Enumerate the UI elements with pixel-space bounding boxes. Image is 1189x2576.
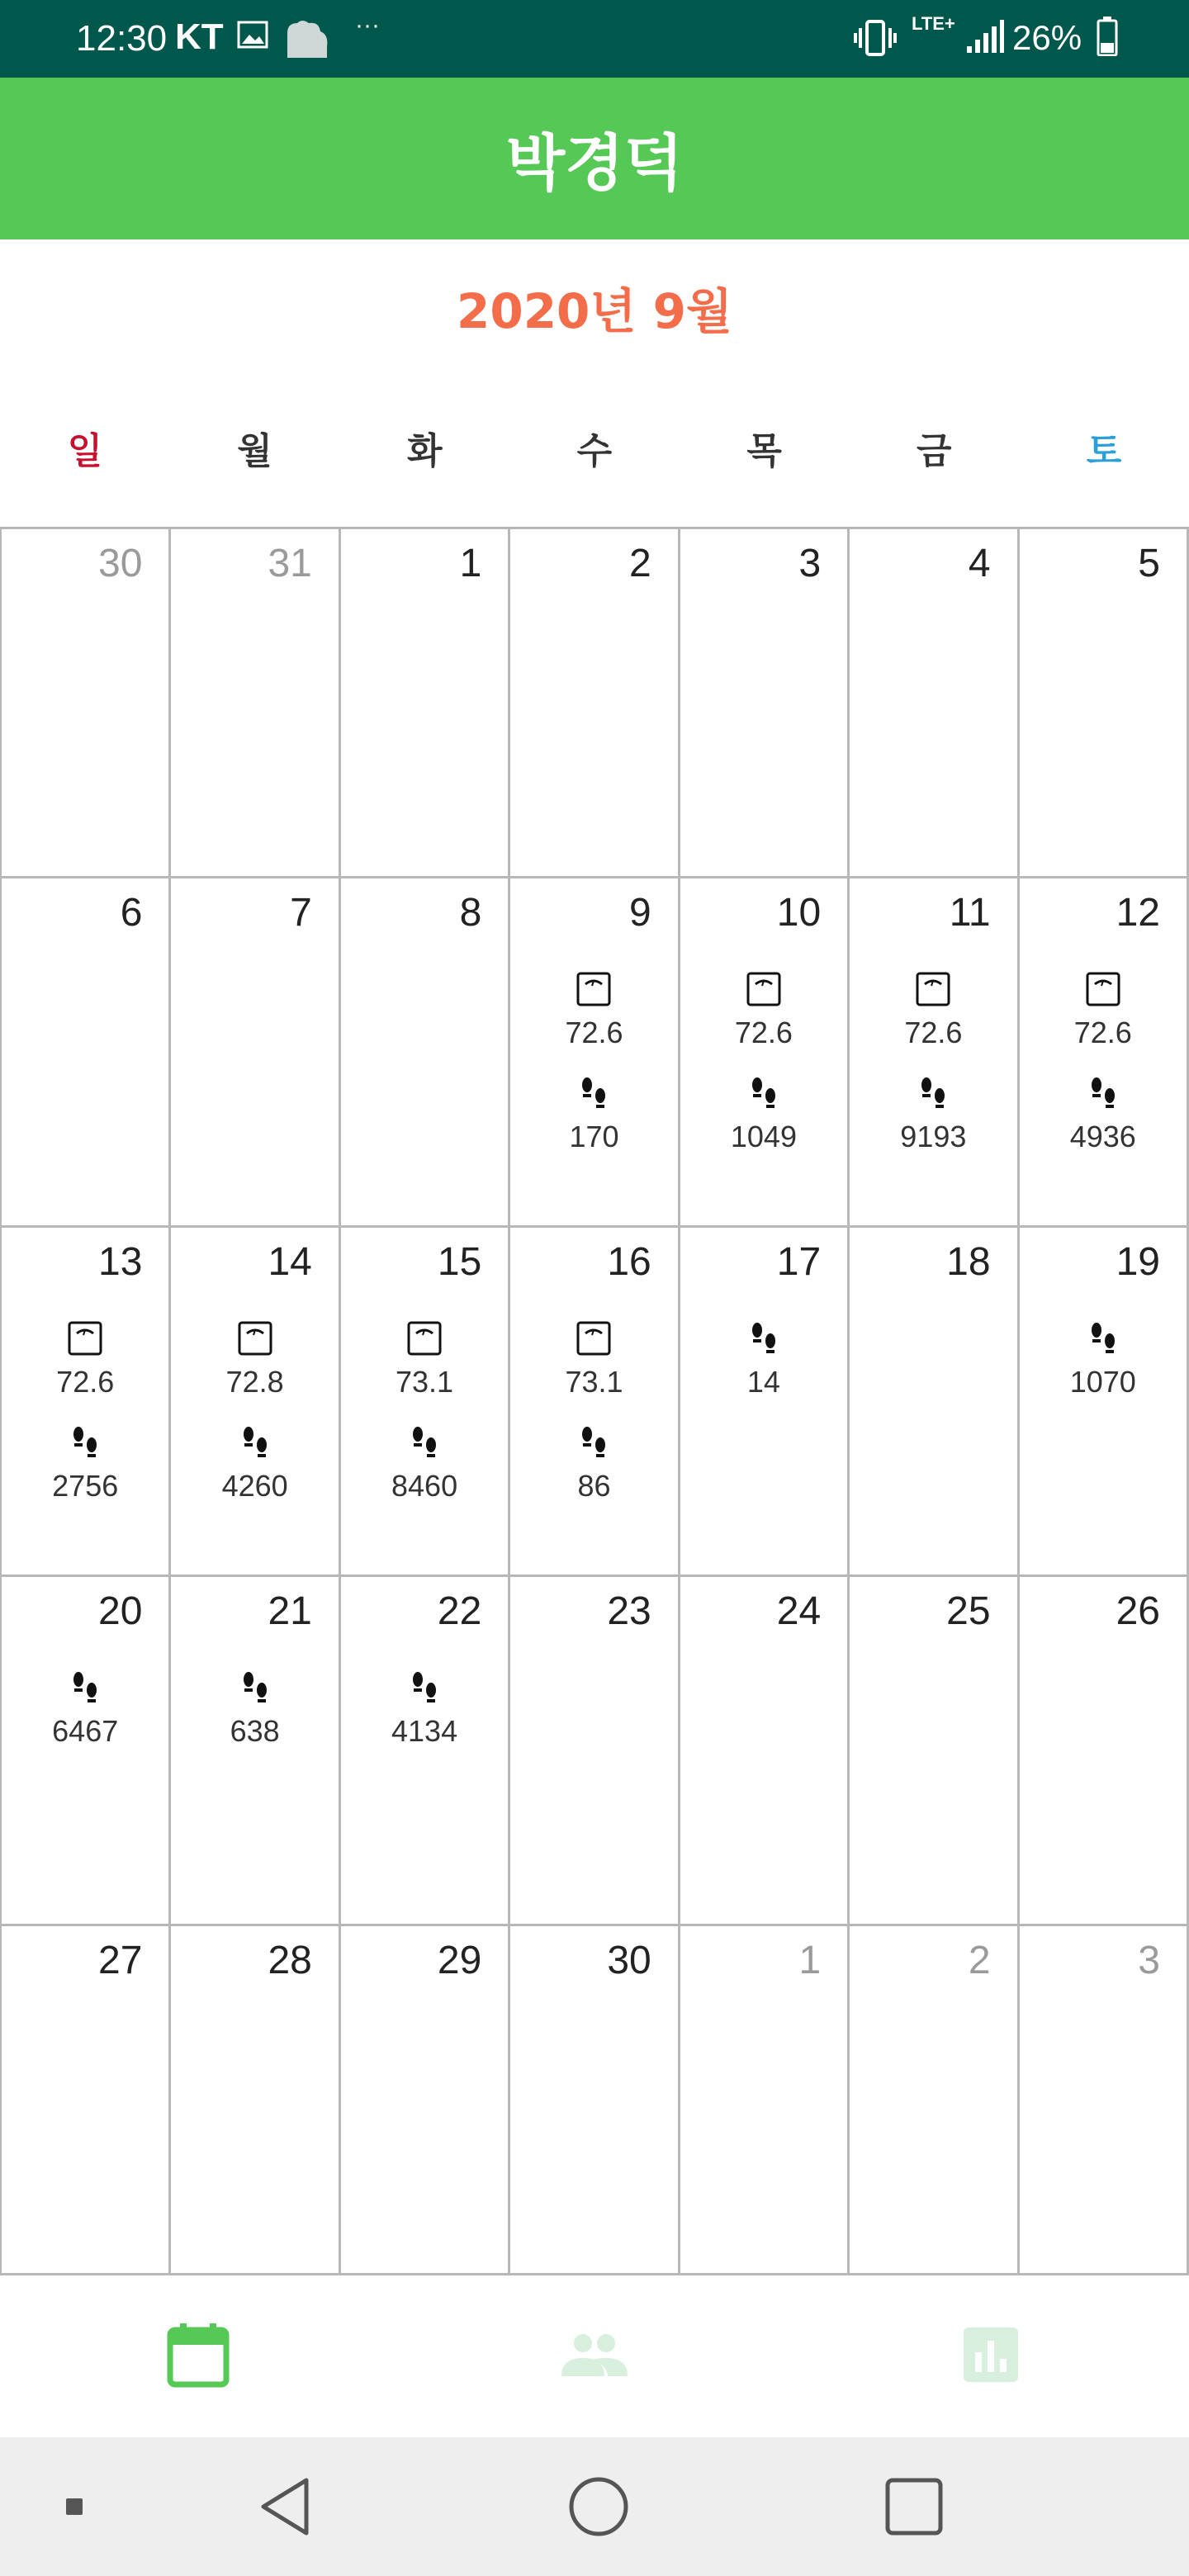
calendar-day-cell[interactable] bbox=[510, 1577, 680, 1926]
weight-entry bbox=[904, 971, 962, 1050]
system-nav-bar bbox=[0, 2437, 1189, 2576]
footsteps-icon bbox=[579, 1075, 609, 1115]
calendar-day-cell[interactable] bbox=[341, 878, 510, 1228]
status-bar bbox=[0, 0, 1189, 78]
month-label: 2020년 9월 bbox=[456, 283, 733, 339]
day-number: 28 bbox=[268, 1939, 312, 1982]
weight-value: 72.6 bbox=[1073, 1016, 1132, 1049]
chart-icon bbox=[964, 2327, 1018, 2385]
day-entries bbox=[510, 971, 677, 1179]
calendar-day-cell[interactable] bbox=[341, 1577, 510, 1926]
calendar-day-cell[interactable] bbox=[850, 1926, 1019, 2275]
day-entries bbox=[1020, 971, 1187, 1179]
weight-value: 73.1 bbox=[565, 1365, 623, 1399]
day-number: 30 bbox=[607, 1939, 651, 1982]
image-icon bbox=[236, 18, 269, 55]
scale-icon bbox=[1085, 971, 1121, 1011]
weight-entry bbox=[1074, 971, 1132, 1050]
day-number: 14 bbox=[268, 1240, 312, 1284]
calendar-day-cell[interactable] bbox=[341, 1926, 510, 2275]
footsteps-icon bbox=[1088, 1075, 1118, 1115]
footsteps-icon bbox=[749, 1075, 779, 1115]
day-entries bbox=[1020, 1320, 1187, 1424]
back-button[interactable] bbox=[239, 2437, 330, 2576]
day-number: 1 bbox=[459, 542, 482, 585]
day-number: 27 bbox=[98, 1939, 143, 1982]
calendar-day-cell[interactable] bbox=[510, 878, 680, 1228]
steps-value: 86 bbox=[577, 1469, 611, 1503]
calendar-day-cell[interactable] bbox=[2, 1577, 171, 1926]
day-number: 26 bbox=[1116, 1589, 1160, 1633]
footsteps-icon bbox=[1088, 1320, 1118, 1360]
weight-entry bbox=[735, 971, 793, 1050]
steps-value: 6467 bbox=[52, 1714, 119, 1748]
footsteps-icon bbox=[410, 1669, 439, 1709]
people-icon bbox=[560, 2332, 629, 2381]
day-number: 12 bbox=[1116, 891, 1160, 935]
weight-value: 72.6 bbox=[56, 1365, 115, 1399]
day-number: 4 bbox=[968, 542, 991, 585]
day-entries bbox=[850, 971, 1016, 1179]
scale-icon bbox=[576, 971, 612, 1011]
scale-icon bbox=[237, 1320, 273, 1360]
steps-entry bbox=[569, 1075, 618, 1154]
calendar-day-cell[interactable] bbox=[1020, 1577, 1189, 1926]
day-number: 8 bbox=[459, 891, 482, 935]
calendar-day-cell[interactable] bbox=[850, 1577, 1019, 1926]
weight-value: 72.6 bbox=[904, 1016, 963, 1049]
tab-calendar[interactable] bbox=[0, 2275, 396, 2437]
steps-entry bbox=[222, 1424, 288, 1503]
signal-icon bbox=[966, 18, 1004, 60]
weight-value: 73.1 bbox=[396, 1365, 454, 1399]
calendar-day-cell[interactable] bbox=[1020, 878, 1189, 1228]
day-number: 25 bbox=[946, 1589, 991, 1633]
weekday-sat: 토 bbox=[1086, 430, 1122, 472]
day-number: 3 bbox=[798, 542, 822, 585]
calendar-day-cell[interactable] bbox=[1020, 1228, 1189, 1577]
calendar-day-cell[interactable] bbox=[510, 1228, 680, 1577]
calendar-day-cell[interactable] bbox=[171, 1926, 340, 2275]
footsteps-icon bbox=[240, 1669, 270, 1709]
weight-entry bbox=[396, 1320, 453, 1399]
more-notifications: ··· bbox=[355, 12, 380, 39]
weekday-fri: 금 bbox=[917, 430, 952, 472]
day-number: 3 bbox=[1138, 1939, 1160, 1982]
steps-value: 638 bbox=[230, 1714, 280, 1748]
day-entries bbox=[2, 1669, 168, 1773]
day-number: 24 bbox=[776, 1589, 822, 1633]
day-number: 30 bbox=[98, 542, 143, 585]
day-entries bbox=[680, 971, 847, 1179]
day-number: 18 bbox=[946, 1240, 991, 1284]
battery-percent: 26% bbox=[1012, 18, 1082, 57]
steps-value: 1049 bbox=[730, 1120, 797, 1153]
scale-icon bbox=[406, 1320, 443, 1360]
footsteps-icon bbox=[240, 1424, 270, 1464]
day-entries bbox=[171, 1669, 338, 1773]
calendar-day-cell[interactable] bbox=[2, 1926, 171, 2275]
status-time: 12:30 bbox=[76, 18, 168, 59]
steps-entry bbox=[900, 1075, 966, 1154]
weekday-thu: 목 bbox=[746, 430, 782, 472]
calendar-day-cell[interactable] bbox=[680, 1228, 850, 1577]
steps-value: 9193 bbox=[900, 1120, 967, 1153]
day-number: 7 bbox=[290, 891, 312, 935]
weight-entry bbox=[56, 1320, 114, 1399]
calendar-day-cell[interactable] bbox=[510, 1926, 680, 2275]
steps-entry bbox=[391, 1424, 457, 1503]
day-entries bbox=[2, 1320, 168, 1528]
steps-entry bbox=[1070, 1320, 1136, 1399]
calendar-day-cell[interactable] bbox=[850, 878, 1019, 1228]
tab-stats[interactable] bbox=[793, 2275, 1189, 2437]
day-entries bbox=[341, 1669, 508, 1773]
day-entries bbox=[171, 1320, 338, 1528]
weekday-header bbox=[0, 421, 1189, 487]
steps-value: 4260 bbox=[221, 1469, 288, 1503]
overview-button[interactable] bbox=[869, 2437, 959, 2576]
day-number: 6 bbox=[120, 891, 143, 935]
day-entries bbox=[341, 1320, 508, 1528]
weight-value: 72.8 bbox=[225, 1365, 284, 1399]
day-number: 15 bbox=[437, 1240, 482, 1284]
day-number: 16 bbox=[607, 1240, 651, 1284]
weekday-mon: 월 bbox=[237, 430, 272, 472]
day-number: 11 bbox=[949, 891, 991, 935]
scale-icon bbox=[67, 1320, 103, 1360]
calendar-day-cell[interactable] bbox=[510, 529, 680, 878]
calendar-day-cell[interactable] bbox=[171, 1228, 340, 1577]
day-number: 19 bbox=[1116, 1240, 1160, 1284]
recent-dot-button[interactable] bbox=[50, 2437, 99, 2576]
weight-value: 72.6 bbox=[565, 1016, 623, 1049]
day-number: 5 bbox=[1138, 542, 1160, 585]
weight-entry bbox=[226, 1320, 284, 1399]
day-number: 1 bbox=[798, 1939, 822, 1982]
day-entries bbox=[510, 1320, 677, 1528]
footsteps-icon bbox=[70, 1424, 100, 1464]
steps-entry bbox=[577, 1424, 610, 1503]
steps-value: 1070 bbox=[1069, 1365, 1136, 1399]
steps-value: 4134 bbox=[391, 1714, 458, 1748]
calendar-day-cell[interactable] bbox=[341, 1228, 510, 1577]
day-number: 29 bbox=[437, 1939, 482, 1982]
calendar-grid bbox=[0, 527, 1189, 2275]
calendar-icon bbox=[167, 2322, 230, 2391]
footsteps-icon bbox=[410, 1424, 439, 1464]
footsteps-icon bbox=[579, 1424, 609, 1464]
day-number: 20 bbox=[98, 1589, 143, 1633]
calendar-day-cell[interactable] bbox=[680, 1926, 850, 2275]
footsteps-icon bbox=[749, 1320, 779, 1360]
day-number: 31 bbox=[268, 542, 312, 585]
scale-icon bbox=[746, 971, 782, 1011]
steps-value: 170 bbox=[569, 1120, 619, 1153]
footsteps-icon bbox=[918, 1075, 948, 1115]
weight-entry bbox=[565, 971, 623, 1050]
weight-entry bbox=[565, 1320, 623, 1399]
page-title: 박경덕 bbox=[505, 128, 684, 199]
calendar-day-cell[interactable] bbox=[1020, 529, 1189, 878]
day-number: 2 bbox=[629, 542, 651, 585]
battery-icon bbox=[1097, 17, 1118, 60]
scale-icon bbox=[915, 971, 951, 1011]
weekday-sun: 일 bbox=[67, 430, 103, 472]
calendar-day-cell[interactable] bbox=[2, 529, 171, 878]
steps-entry bbox=[230, 1669, 280, 1749]
calendar-day-cell[interactable] bbox=[171, 529, 340, 878]
app-header bbox=[0, 78, 1189, 239]
vibrate-icon bbox=[854, 18, 897, 62]
calendar-day-cell[interactable] bbox=[1020, 1926, 1189, 2275]
status-carrier: KT bbox=[175, 17, 224, 57]
footsteps-icon bbox=[70, 1669, 100, 1709]
day-entries bbox=[680, 1320, 847, 1424]
steps-entry bbox=[391, 1669, 457, 1749]
day-number: 9 bbox=[629, 891, 651, 935]
steps-value: 14 bbox=[746, 1365, 780, 1399]
weight-value: 72.6 bbox=[734, 1016, 793, 1049]
steps-entry bbox=[52, 1669, 118, 1749]
tab-friends[interactable] bbox=[396, 2275, 793, 2437]
calendar-day-cell[interactable] bbox=[680, 529, 850, 878]
network-type: LTE+ bbox=[912, 13, 955, 34]
steps-entry bbox=[1070, 1075, 1136, 1154]
steps-entry bbox=[747, 1320, 780, 1399]
home-button[interactable] bbox=[553, 2437, 644, 2576]
day-number: 2 bbox=[968, 1939, 991, 1982]
calendar-day-cell[interactable] bbox=[680, 878, 850, 1228]
day-number: 17 bbox=[776, 1240, 822, 1284]
bottom-nav bbox=[0, 2275, 1189, 2437]
calendar-day-cell[interactable] bbox=[341, 529, 510, 878]
calendar-day-cell[interactable] bbox=[2, 1228, 171, 1577]
day-number: 22 bbox=[437, 1589, 482, 1633]
day-number: 23 bbox=[607, 1589, 651, 1633]
calendar-day-cell[interactable] bbox=[680, 1577, 850, 1926]
calendar-day-cell[interactable] bbox=[850, 529, 1019, 878]
weekday-wed: 수 bbox=[576, 430, 613, 472]
steps-entry bbox=[52, 1424, 118, 1503]
steps-value: 4936 bbox=[1069, 1120, 1136, 1153]
calendar-day-cell[interactable] bbox=[171, 1577, 340, 1926]
calendar-day-cell[interactable] bbox=[2, 878, 171, 1228]
day-number: 10 bbox=[776, 891, 822, 935]
calendar-day-cell[interactable] bbox=[850, 1228, 1019, 1577]
steps-value: 8460 bbox=[391, 1469, 458, 1503]
cloud-app-icon bbox=[281, 18, 330, 64]
calendar-day-cell[interactable] bbox=[171, 878, 340, 1228]
steps-entry bbox=[731, 1075, 797, 1154]
weekday-tue: 화 bbox=[406, 430, 443, 472]
day-number: 13 bbox=[98, 1240, 143, 1284]
steps-value: 2756 bbox=[52, 1469, 119, 1503]
scale-icon bbox=[576, 1320, 612, 1360]
day-number: 21 bbox=[268, 1589, 312, 1633]
